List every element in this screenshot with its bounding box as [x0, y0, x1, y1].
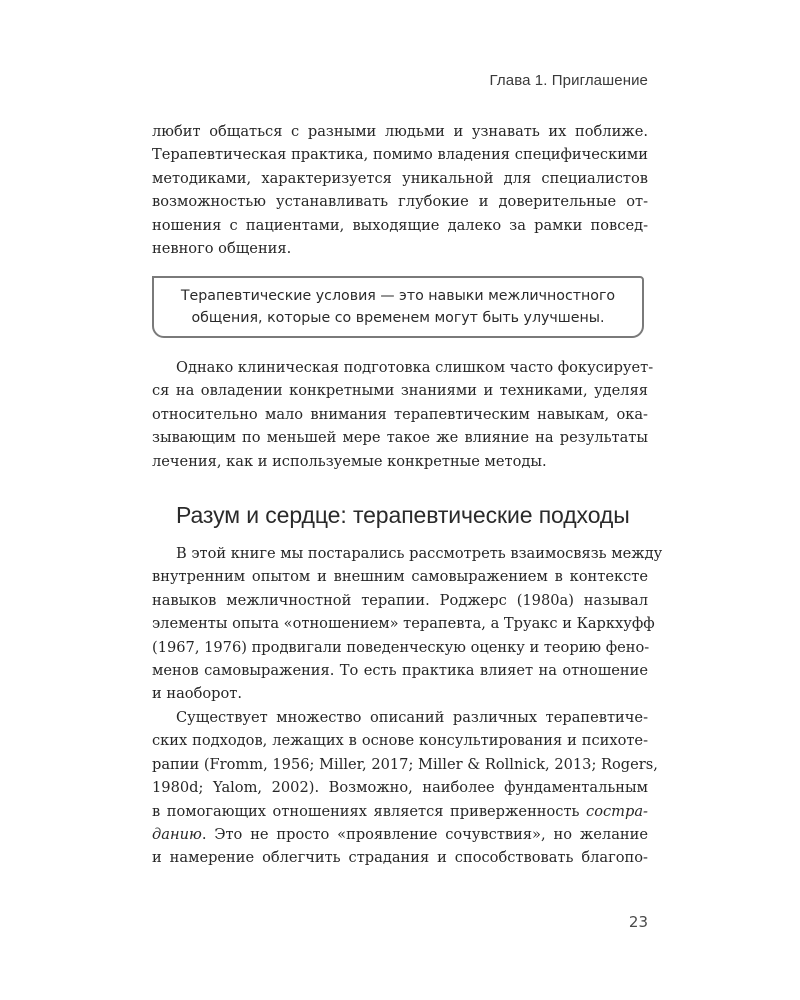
- text-line: внутренним опытом и внешним самовыражением в контексте: [152, 568, 648, 586]
- text-line: ношения с пациентами, выходящие далеко за рамки повсед-: [152, 216, 648, 234]
- text-line: любит общаться с разными людьми и узнавать их поближе.: [152, 123, 648, 140]
- callout-line: общения, которые со временем могут быть улучшены.: [191, 310, 605, 326]
- running-head: Глава 1. Приглашение: [489, 72, 648, 89]
- emphasis-text: состра-: [586, 802, 648, 820]
- text-line: навыков межличностной терапии. Роджерс (1980а) называл: [152, 591, 648, 609]
- text-line: лечения, как и используемые конкретные методы.: [152, 452, 547, 470]
- text-line: и наоборот.: [152, 685, 242, 703]
- text-line: зывающим по меньшей мере такое же влияние на результаты: [152, 429, 648, 447]
- text-line: рапии (Fromm, 1956; Miller, 2017; Miller & Rollnick, 2013; Rogers,: [152, 755, 658, 773]
- text-line: Терапевтическая практика, помимо владения специфическими: [152, 146, 648, 164]
- paragraph-intro: [152, 120, 648, 260]
- text-run: в помогающих отношениях является приверженность: [152, 802, 587, 820]
- paragraph-book-scope: [152, 542, 663, 706]
- callout-box: [152, 276, 644, 338]
- text-line: 1980d; Yalom, 2002). Возможно, наиболее фундаментальным: [152, 779, 648, 797]
- text-line: возможностью устанавливать глубокие и доверительные от-: [152, 193, 648, 211]
- callout-line: Терапевтические условия — это навыки межличностного: [180, 288, 616, 304]
- text-line: В этой книге мы постарались рассмотреть взаимосвязь между: [176, 545, 663, 562]
- text-line: менов самовыражения. То есть практика влияет на отношение: [152, 662, 648, 680]
- text-line: методиками, характеризуется уникальной для специалистов: [152, 169, 648, 187]
- page-number: 23: [628, 913, 648, 931]
- text-line: [152, 823, 648, 846]
- text-line: ских подходов, лежащих в основе консультирования и психоте-: [152, 732, 648, 750]
- text-run: . Это не просто «проявление сочувствия», но желание: [201, 826, 648, 844]
- paragraph-clinical-training: [152, 356, 654, 473]
- text-line: Существует множество описаний различных терапевтиче-: [176, 709, 648, 726]
- text-line: элементы опыта «отношением» терапевта, а Труакс и Каркхуфф: [152, 615, 655, 633]
- text-line: [152, 800, 648, 823]
- text-line: относительно мало внимания терапевтическим навыкам, ока-: [152, 405, 648, 423]
- text-line: невного общения.: [152, 240, 292, 258]
- section-heading: Разум и сердце: терапевтические подходы: [176, 502, 630, 528]
- text-line: (1967, 1976) продвигали поведенческую оценку и теорию фено-: [152, 638, 650, 656]
- text-line: ся на овладении конкретными знаниями и техниками, уделяя: [152, 382, 648, 400]
- text-line: и намерение облегчить страдания и способствовать благопо-: [152, 849, 648, 867]
- paragraph-approaches: [152, 706, 658, 870]
- text-line: Однако клиническая подготовка слишком часто фокусирует-: [176, 359, 654, 376]
- emphasis-text: данию: [152, 826, 202, 844]
